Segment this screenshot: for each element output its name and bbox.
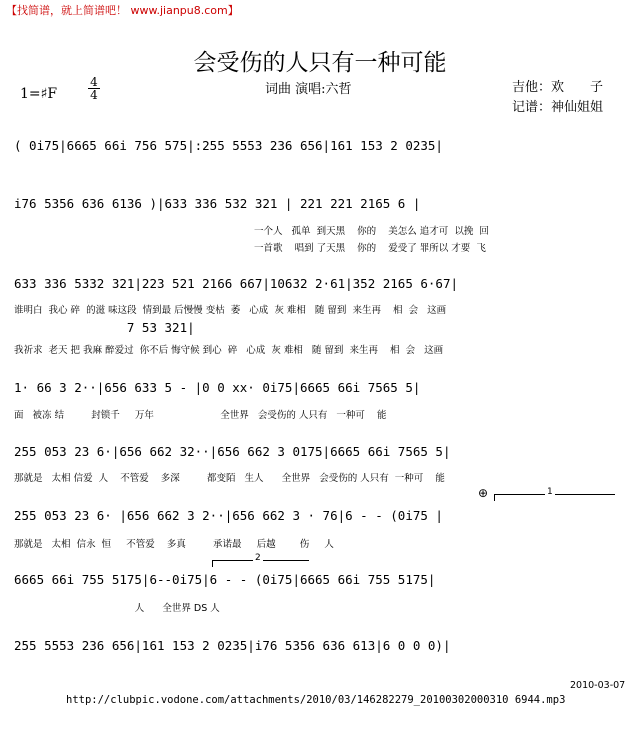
time-signature-numerator: 4 [88, 76, 100, 89]
key-signature: 1=♯F [20, 86, 58, 102]
guitar-credit: 吉他：欢 子 [512, 80, 604, 95]
coda-icon: ⊕ [478, 486, 489, 500]
system-2-lyrics-2: 一首歌 唱到 了天黑 你的 爱受了 罪所以 才要 飞 [254, 243, 486, 254]
system-7-notes: 6665 66i 755 5175|6--0i75|6 - - (0i75|6665 66i 755 5175| [14, 572, 436, 587]
system-6-notes: 255 053 23 6· |656 662 3 2··|656 662 3 · 76|6 - - (0i75 | [14, 508, 443, 523]
system-6-lyrics: 那就是 太相 信永 恒 不管爱 多真 承诺最 后越 伤 人 [14, 539, 334, 550]
time-signature-denominator: 4 [90, 88, 98, 102]
volta-1-bracket [494, 487, 615, 501]
system-7-lyrics: 人 全世界 DS 人 [14, 603, 220, 614]
date-stamp: 2010-03-07 [570, 680, 626, 691]
system-1-notes: ( 0i75|6665 66i 756 575|:255 5553 236 656|161 153 2 0235| [14, 138, 443, 153]
song-title: 会受伤的人只有一种可能 [193, 50, 447, 76]
system-3-notes: 633 336 5332 321|223 521 2166 667|10632 2·61|352 2165 6·67| [14, 276, 459, 291]
system-5-lyrics: 那就是 太相 信爱 人 不管爱 多深 都变陌 生人 全世界 会受伤的 人只有 一种可 能 [14, 473, 445, 484]
system-4-lyrics: 面 被冻 结 封锁千 万年 全世界 会受伤的 人只有 一种可 能 [14, 410, 387, 421]
site-banner: 【找简谱，就上简谱吧！ www.jianpu8.com】 [6, 4, 239, 17]
system-2-notes: i76 5356 636 6136 )|633 336 532 321 | 221 221 2165 6 | [14, 196, 421, 211]
system-3-lyrics: 谁明白 我心 碎 的滋 味这段 情到最 后慢慢 变枯 萎 心成 灰 难相 随 留到 来生再 相 会 这画 [14, 305, 447, 316]
footer-url: http://clubpic.vodone.com/attachments/2010/03/146282279_20100302000310 6944.mp3 [66, 694, 566, 706]
system-5-notes: 255 053 23 6·|656 662 32··|656 662 3 0175|6665 66i 7565 5| [14, 444, 451, 459]
system-3-alt-notes: 7 53 321| [14, 320, 195, 335]
time-signature [88, 76, 100, 101]
volta-1-label: 1 [547, 487, 553, 497]
volta-2-label: 2 [255, 553, 261, 563]
system-3-alt-lyrics: 我祈求 老天 把 我麻 醉爱过 你不后 悔守候 到心 碎 心成 灰 难相 随 留到 来生再 相 会 这画 [14, 345, 444, 356]
volta-2-bracket [212, 553, 309, 567]
system-2-lyrics-1: 一个人 孤单 到天黑 你的 美怎么 追才可 以挽 回 [254, 226, 489, 237]
system-4-notes: 1· 66 3 2··|656 633 5 - |0 0 xx· 0i75|6665 66i 7565 5| [14, 380, 421, 395]
system-8-notes: 255 5553 236 656|161 153 2 0235|i76 5356 636 613|6 0 0 0)| [14, 638, 451, 653]
notator-credit: 记谱：神仙姐姐 [512, 100, 604, 115]
credits: 词曲 演唱:六哲 [265, 82, 352, 97]
